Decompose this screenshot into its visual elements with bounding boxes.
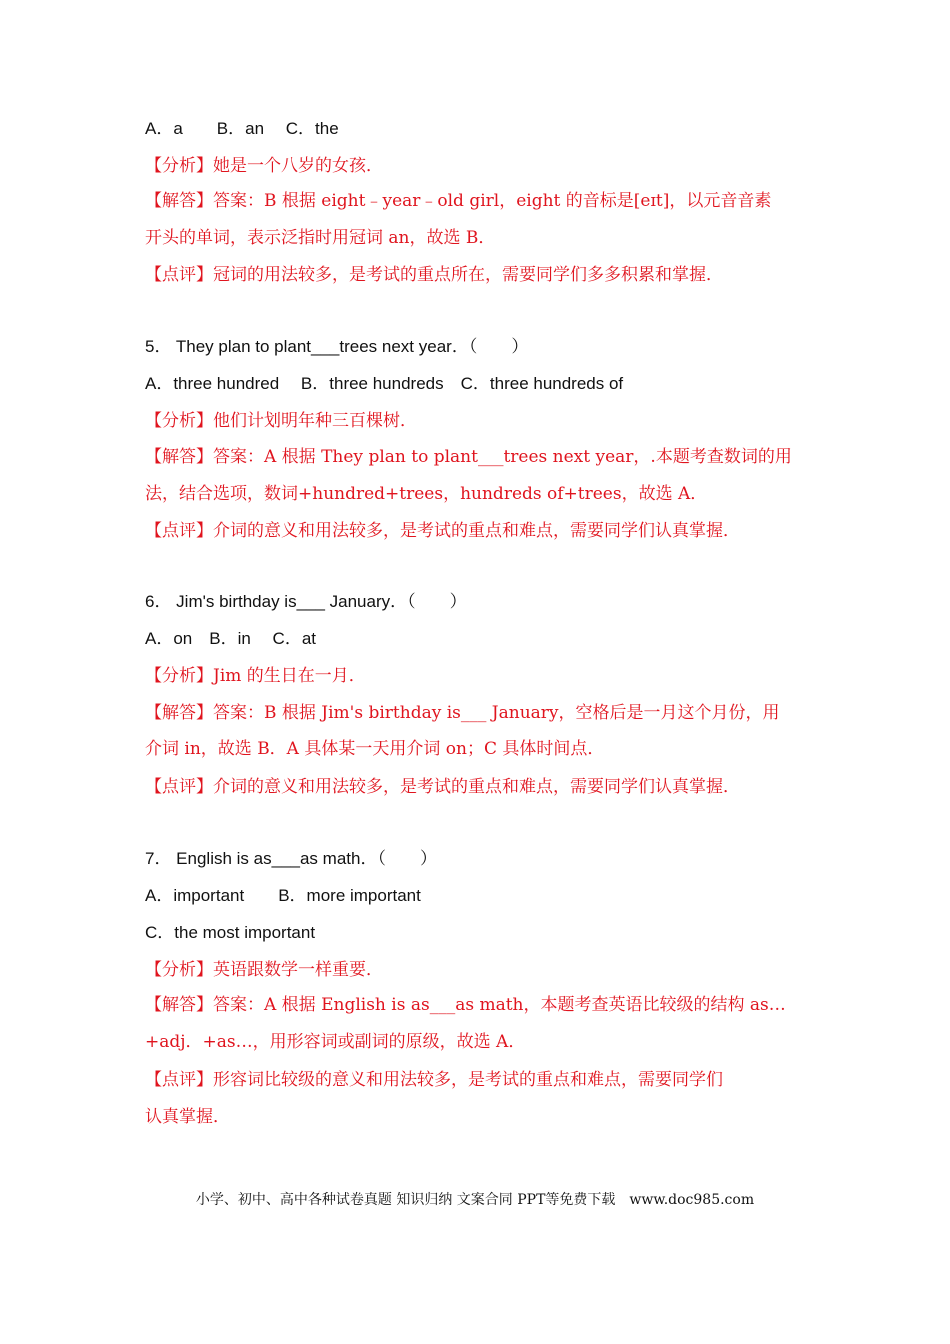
q7-options-line1: A．important B．more important	[145, 886, 421, 905]
q6-options: A．on B．in C．at	[145, 629, 316, 648]
q4-options: A．a B．an C．the	[145, 119, 339, 138]
q7-comment-line2: 认真掌握．	[145, 1107, 230, 1127]
q5-comment: 【点评】介词的意义和用法较多，是考试的重点和难点，需要同学们认真掌握．	[145, 521, 740, 541]
q7-question: 7． English is as___as math．（ ）	[145, 849, 437, 868]
q7-answer-line1: 【解答】答案：A 根据 English is as___as math，本题考查英语比较级的结构 as…	[145, 995, 786, 1015]
q6-question: 6． Jim's birthday is___ January．（ ）	[145, 592, 467, 611]
q6-comment: 【点评】介词的意义和用法较多，是考试的重点和难点，需要同学们认真掌握．	[145, 777, 740, 797]
q6-answer-line1: 【解答】答案：B 根据 Jim's birthday is___ January，空格后是一月这个月份，用	[145, 703, 780, 723]
q7-options-line2: C．the most important	[145, 923, 316, 942]
q5-question: 5． They plan to plant___trees next year．（ ）	[145, 337, 529, 356]
q4-comment: 【点评】冠词的用法较多，是考试的重点所在，需要同学们多多积累和掌握．	[145, 265, 723, 285]
q4-answer-line2: 开头的单词，表示泛指时用冠词 an，故选 B．	[145, 228, 496, 248]
page-footer: 小学、初中、高中各种试卷真题 知识归纳 文案合同 PPT等免费下载 www.doc985.com	[195, 1192, 755, 1208]
q4-analysis: 【分析】她是一个八岁的女孩．	[145, 156, 383, 176]
q6-analysis: 【分析】Jim 的生日在一月．	[145, 666, 366, 686]
q7-answer-line2: +adj．+as…，用形容词或副词的原级，故选 A．	[145, 1032, 526, 1052]
q5-answer-line1: 【解答】答案：A 根据 They plan to plant___trees next year，.本题考查数词的用	[145, 447, 792, 467]
q5-answer-line2: 法，结合选项，数词+hundred+trees，hundreds of+trees，故选 A．	[145, 484, 708, 504]
q7-analysis: 【分析】英语跟数学一样重要．	[145, 960, 383, 980]
q4-answer-line1: 【解答】答案：B 根据 eight﹣year﹣old girl，eight 的音标是[eɪt]，以元音音素	[145, 191, 772, 211]
q7-comment-line1: 【点评】形容词比较级的意义和用法较多，是考试的重点和难点，需要同学们	[145, 1070, 723, 1090]
q6-answer-line2: 介词 in，故选 B．A 具体某一天用介词 on；C 具体时间点．	[145, 739, 605, 759]
q5-options: A．three hundred B．three hundreds C．three hundreds of	[145, 374, 624, 393]
q5-analysis: 【分析】他们计划明年种三百棵树．	[145, 411, 417, 431]
